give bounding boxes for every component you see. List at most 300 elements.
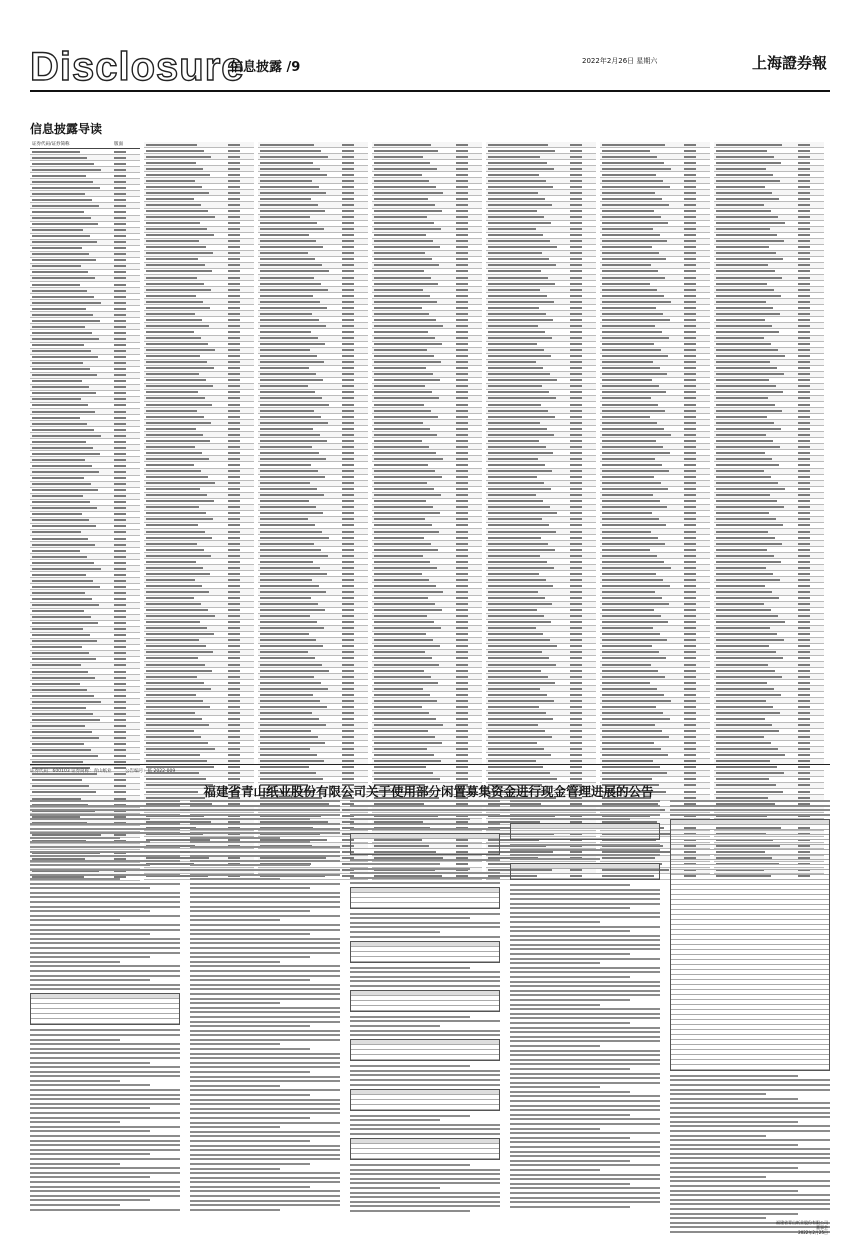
announcement-table-row [31,1019,179,1024]
text-line [350,967,470,969]
text-line [190,1048,310,1050]
text-line [190,915,340,917]
text-line [30,975,180,977]
text-line [190,874,340,876]
text-line [190,1089,340,1091]
text-line [510,844,660,846]
guide-column [600,142,710,762]
text-line [190,1172,340,1174]
text-line [510,976,630,978]
text-line [350,971,500,973]
text-line [30,1075,180,1077]
text-line [30,1204,120,1206]
text-line [30,988,180,990]
text-line [510,967,660,969]
text-line [30,1098,180,1100]
announcement-text-column [190,800,340,1220]
text-line [190,1149,340,1151]
text-line [350,1074,500,1076]
text-line [670,1148,830,1150]
text-line [510,1063,660,1065]
text-line [510,990,660,992]
disclosure-guide-table [30,142,830,762]
text-line [190,851,340,853]
text-line [190,805,340,807]
text-line [350,872,500,874]
text-line [510,889,660,891]
text-line [670,1171,830,1173]
text-line [190,929,340,931]
text-line [510,1077,660,1079]
text-line [190,1057,340,1059]
text-line [510,849,660,851]
text-line [670,1121,798,1123]
text-line [350,823,500,825]
text-line [510,916,660,918]
text-line [510,893,660,895]
text-line [30,1167,180,1169]
text-line [670,1157,830,1159]
text-line [510,1086,600,1088]
text-line [190,1062,340,1064]
masthead-rule [30,90,830,92]
text-line [510,999,630,1001]
text-line [30,805,180,807]
text-line [510,1008,660,1010]
footer-date: 2022年2月25日 [798,1230,828,1235]
text-line [670,1089,830,1091]
announcement-table [350,1089,500,1111]
announcement-table-row [351,1006,499,1011]
text-line [30,919,120,921]
text-line [190,998,340,1000]
text-line [30,1034,180,1036]
text-line [510,1132,660,1134]
text-line [510,1031,660,1033]
text-line [30,901,180,903]
text-line [30,896,180,898]
text-line [30,892,180,894]
text-line [190,1094,310,1096]
text-line [190,906,340,908]
guide-column [258,142,368,762]
text-line [190,855,340,857]
announcement-table-row [511,874,659,879]
guide-column [144,142,254,762]
text-line [510,1192,660,1194]
text-line [190,1204,340,1206]
text-line [350,1020,500,1022]
text-line [30,1103,180,1105]
text-line [190,814,340,816]
text-line [190,993,340,995]
text-line [350,1128,500,1130]
text-line [190,1131,340,1133]
text-line [350,1187,440,1189]
text-line [510,1141,660,1143]
text-line [30,874,180,876]
text-line [190,1025,310,1027]
announcement-table [510,863,660,880]
text-line [510,800,660,802]
text-line [190,901,340,903]
text-line [190,896,340,898]
text-line [190,919,280,921]
text-line [30,984,180,986]
text-line [190,961,280,963]
text-line [30,1153,150,1155]
text-line [30,1140,180,1142]
text-line [30,910,150,912]
text-line [510,1105,660,1107]
text-line [30,1066,180,1068]
text-line [190,1122,340,1124]
text-line [30,924,180,926]
text-line [670,1185,830,1187]
text-line [510,903,660,905]
text-line [30,1130,150,1132]
text-line [190,1099,340,1101]
text-line [670,809,830,811]
text-line [510,805,660,807]
text-line [510,935,660,937]
announcement-table-row [511,834,659,839]
text-line [30,979,150,981]
text-line [190,892,340,894]
text-line [510,1082,660,1084]
text-line [30,1181,180,1183]
announcement-table-row [351,1105,499,1110]
text-line [30,1163,120,1165]
text-line [670,1199,830,1201]
text-line [190,887,310,889]
guide-column [372,142,482,762]
text-line [190,823,340,825]
text-line [30,1176,150,1178]
newspaper-logo: 上海證券報 [752,54,828,72]
text-line [30,809,180,811]
guide-column [714,142,824,762]
text-line [670,1084,830,1086]
text-line [190,984,340,986]
section-divider [30,764,830,765]
text-line [350,1065,470,1067]
text-line [510,994,660,996]
text-line [510,1118,660,1120]
text-line [510,809,660,811]
text-line [190,869,340,871]
text-line [30,1052,180,1054]
text-line [190,846,340,848]
text-line [510,981,660,983]
text-line [670,1139,830,1141]
text-line [190,864,310,866]
text-line [510,1040,660,1042]
text-line [510,818,630,820]
text-line [670,1075,798,1077]
text-line [350,1119,440,1121]
text-line [30,1080,120,1082]
text-line [670,1203,830,1205]
text-line [670,1176,766,1178]
text-line [510,1109,660,1111]
text-line [510,884,630,886]
text-line [30,1117,180,1119]
text-line [510,962,600,964]
text-line [670,1130,830,1132]
text-line [510,1013,660,1015]
text-line [350,936,500,938]
text-line [190,883,340,885]
text-line [350,985,500,987]
text-line [510,971,660,973]
text-line [510,854,660,856]
text-line [510,1054,660,1056]
text-line [350,1070,500,1072]
text-line [190,1158,340,1160]
text-line [30,1126,180,1128]
text-line [190,1021,340,1023]
text-line [350,863,440,865]
text-line [30,1043,180,1045]
text-line [510,1169,600,1171]
text-line [350,1173,500,1175]
text-line [510,953,630,955]
announcement-table [350,1138,500,1160]
text-line [190,975,340,977]
text-line [510,1091,630,1093]
text-line [190,938,340,940]
text-line [30,915,180,917]
announcement-body [30,800,830,1220]
text-line [30,1107,150,1109]
text-line [510,1164,660,1166]
text-line [510,921,600,923]
text-line [670,1093,766,1095]
text-line [190,1053,340,1055]
text-line [510,898,660,900]
text-line [510,985,660,987]
announcement-code-line: 证券代码：600103 证券简称：青山纸业 公告编号：临 2022-009 [30,769,176,774]
text-line [670,1098,798,1100]
text-line [190,947,340,949]
text-line [30,800,180,802]
text-line [30,851,180,853]
text-line [30,929,180,931]
text-line [30,1062,150,1064]
announcement-table [350,887,500,909]
text-line [670,1213,798,1215]
text-line [350,976,500,978]
text-line [350,818,470,820]
text-line [30,1089,180,1091]
announcement-table [350,1039,500,1061]
text-line [190,910,310,912]
announcement-table-row [351,1055,499,1060]
text-line [510,1100,660,1102]
announcement-table-row [351,1154,499,1159]
text-line [670,1116,830,1118]
text-line [30,1112,180,1114]
text-line [510,1045,600,1047]
text-line [350,809,500,811]
text-line [670,1144,798,1146]
text-line [190,818,310,820]
text-line [190,828,340,830]
text-line [190,1034,340,1036]
text-line [510,1059,660,1061]
text-line [510,1206,630,1208]
announcement-table-row [351,903,499,908]
text-line [30,1172,180,1174]
guide-header-name: 证券代码/证券简称 [32,142,70,147]
text-line [30,947,180,949]
text-line [190,837,280,839]
text-line [190,1163,310,1165]
text-line [30,933,150,935]
text-line [30,970,180,972]
text-line [30,1158,180,1160]
text-line [670,1194,830,1196]
text-line [670,1112,830,1114]
text-line [190,1103,340,1105]
text-line [510,944,660,946]
text-line [350,800,500,802]
text-line [670,1217,766,1219]
text-line [30,837,120,839]
text-line [190,1168,280,1170]
text-line [510,948,660,950]
text-line [350,913,500,915]
text-line [30,832,180,834]
announcement-table [510,823,660,840]
text-line [670,805,830,807]
text-line [30,1144,180,1146]
text-line [510,814,660,816]
announcement-text-column [670,800,830,1220]
text-line [30,1094,180,1096]
text-line [510,1004,600,1006]
text-line [30,1190,180,1192]
text-line [30,814,180,816]
text-line [190,1200,340,1202]
text-line [190,1195,340,1197]
text-line [190,970,340,972]
text-line [670,1167,798,1169]
text-line [30,952,180,954]
text-line [30,1057,180,1059]
text-line [190,1066,340,1068]
text-line [350,931,440,933]
text-line [190,1181,340,1183]
text-line [510,1178,660,1180]
text-line [510,1160,630,1162]
text-line [30,860,180,862]
text-line [190,800,340,802]
text-line [190,1071,310,1073]
text-line [190,1016,340,1018]
text-line [510,939,660,941]
announcement-table [350,941,500,963]
text-line [350,1115,470,1117]
text-line [30,1048,180,1050]
text-line [350,1196,500,1198]
masthead [30,45,830,89]
publication-date: 2022年2月26日 星期六 [582,57,658,65]
text-line [190,860,340,862]
text-line [350,877,500,879]
text-line [350,1192,500,1194]
text-line [30,887,150,889]
text-line [190,1177,340,1179]
text-line [30,841,150,843]
text-line [350,1169,500,1171]
text-line [350,980,500,982]
text-line [190,1117,310,1119]
text-line [30,1186,180,1188]
text-line [670,1190,798,1192]
text-line [510,1183,630,1185]
text-line [670,1208,830,1210]
text-line [350,1164,470,1166]
text-line [510,1022,630,1024]
text-line [350,917,470,919]
text-line [190,832,340,834]
text-line [510,926,660,928]
text-line [670,1107,830,1109]
text-line [670,1102,830,1104]
text-line [510,1151,660,1153]
text-line [350,1182,500,1184]
announcement-headline: 福建省青山纸业股份有限公司关于使用部分闲置募集资金进行现金管理进展的公告 [203,784,654,799]
text-line [510,930,630,932]
text-line [190,965,340,967]
text-line [510,1050,660,1052]
text-line [190,1112,340,1114]
text-line [510,1114,630,1116]
announcement-table [350,833,500,855]
announcement-table-row [671,1065,829,1070]
text-line [190,1154,340,1156]
text-line [190,1039,340,1041]
text-line [350,926,500,928]
text-line [350,1084,500,1086]
text-line [190,809,340,811]
text-line [190,1085,280,1087]
text-line [350,1178,500,1180]
text-line [510,1095,660,1097]
text-line [350,1030,500,1032]
announcement-table [350,990,500,1012]
text-line [510,907,630,909]
text-line [510,1017,660,1019]
text-line [510,912,660,914]
footer-board: 董事会 [816,1225,828,1230]
text-line [30,1084,150,1086]
text-line [30,942,180,944]
text-line [190,942,340,944]
announcement-table-row [351,957,499,962]
announcement-table [670,819,830,1071]
text-line [190,956,310,958]
text-line [350,868,470,870]
text-line [30,869,180,871]
text-line [510,1128,600,1130]
text-line [30,1199,150,1201]
announcement-text-column [30,800,180,1220]
text-line [190,1209,280,1211]
text-line [190,1007,340,1009]
